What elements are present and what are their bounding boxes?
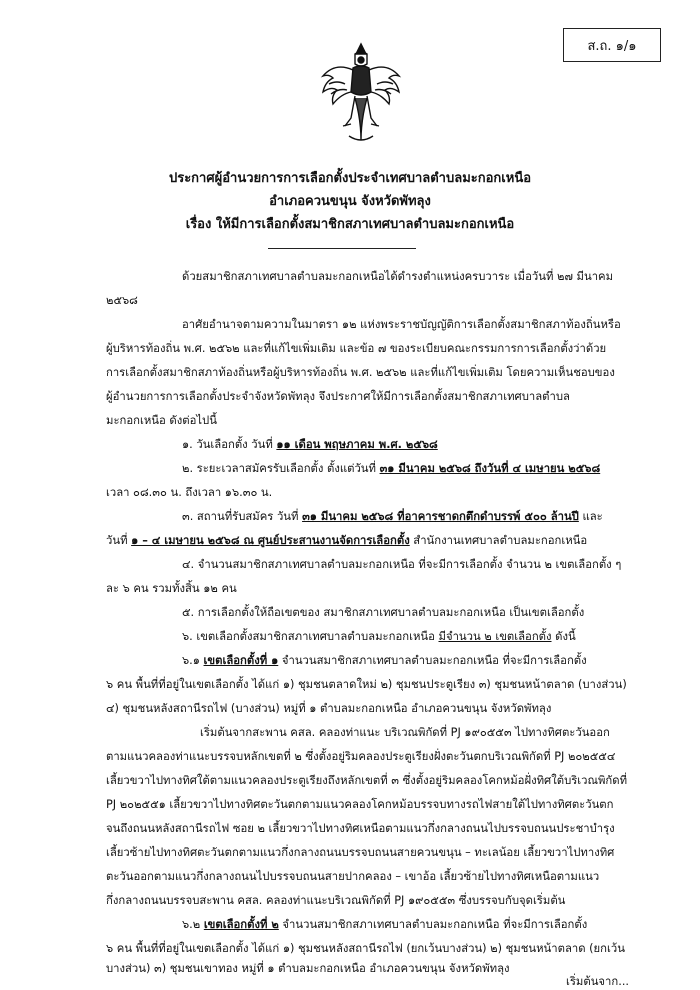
zone-1-boundary: กึ่งกลางถนนบรรจบสะพาน คสล. คลองท่าแนะบริเวณพิกัดที่ PJ ๑๙๐๕๕๓ ซึ่งบรรจบกับจุดเริ่มต้น <box>106 894 566 907</box>
zone-1-boundary: เลี้ยวขวาไปทางทิศใต้ตามแนวคลองประตูเรียงถึงหลักเขตที่ ๓ ซึ่งตั้งอยู่ริมคลองโคกหม้อฝั่งทิศใต้บริเวณพิกัดที่ <box>106 774 628 787</box>
para-2-line: การเลือกตั้งสมาชิกสภาท้องถิ่นหรือผู้บริหารท้องถิ่น พ.ศ. ๒๕๖๒ และที่แก้ไขเพิ่มเติม โดยความเห็นชอบของ <box>106 366 615 379</box>
zone-1-heading: ๖.๑ เขตเลือกตั้งที่ ๑ จำนวนสมาชิกสภาเทศบาลตำบลมะกอกเหนือ ที่จะมีการเลือกตั้ง <box>182 654 587 667</box>
header-divider <box>268 248 416 249</box>
para-2-line: ผู้อำนวยการการเลือกตั้งประจำจังหวัดพัทลุง จึงประกาศให้มีการเลือกตั้งสมาชิกสภาเทศบาลตำบล <box>106 390 570 403</box>
zone-2-areas: ๖ คน พื้นที่ที่อยู่ในเขตเลือกตั้ง ได้แก่ ๑) ชุมชนหลังสถานีรถไฟ (ยกเว้นบางส่วน) ๒) ชุมชนหน้าตลาด (ยกเว้น <box>106 942 625 955</box>
zone-1-boundary: ตามแนวคลองท่าแนะบรรจบหลักเขตที่ ๒ ซึ่งตั้งอยู่ริมคลองประตูเรียงฝั่งตะวันตกบริเวณพิกัดที่ PJ ๒๐๒๕๕๔ <box>106 750 616 763</box>
zone-1-areas: ๖ คน พื้นที่ที่อยู่ในเขตเลือกตั้ง ได้แก่ ๑) ชุมชนตลาดใหม่ ๒) ชุมชนประตูเรียง ๓) ชุมชนหน้าตลาด (บางส่วน) <box>106 678 627 691</box>
subject-line: เรื่อง ให้มีการเลือกตั้งสมาชิกสภาเทศบาลตำบลมะกอกเหนือ <box>185 217 515 232</box>
district-province: อำเภอควนขนุน จังหวัดพัทลุง <box>269 194 431 209</box>
item-4-cont: ละ ๖ คน รวมทั้งสิ้น ๑๒ คน <box>106 582 237 595</box>
zone-1-boundary: จนถึงถนนหลังสถานีรถไฟ ซอย ๒ เลี้ยวขวาไปทางทิศเหนือตามแนวกึ่งกลางถนนไปบรรจบถนนประชาบำรุง <box>106 822 615 835</box>
para-2-line: ผู้บริหารท้องถิ่น พ.ศ. ๒๕๖๒ และที่แก้ไขเพิ่มเติม และข้อ ๗ ของระเบียบคณะกรรมการการเลือกตั้งว่าด้วย <box>106 342 607 355</box>
zone-1-boundary: เลี้ยวซ้ายไปทางทิศตะวันตกตามแนวกึ่งกลางถนนบรรจบถนนสายควนขนุน – ทะเลน้อย เลี้ยวขวาไปทางทิศ <box>106 846 615 859</box>
item-5: ๕. การเลือกตั้งให้ถือเขตของ สมาชิกสภาเทศบาลตำบลมะกอกเหนือ เป็นเขตเลือกตั้ง <box>182 606 585 619</box>
zone-1-boundary: เริ่มต้นจากสะพาน คสล. คลองท่าแนะ บริเวณพิกัดที่ PJ ๑๙๐๕๕๓ ไปทางทิศตะวันออก <box>200 726 610 739</box>
item-4: ๔. จำนวนสมาชิกสภาเทศบาลตำบลมะกอกเหนือ ที่จะมีการเลือกตั้ง จำนวน ๒ เขตเลือกตั้ง ๆ <box>182 558 622 571</box>
garuda-emblem-icon <box>315 40 407 148</box>
item-2: ๒. ระยะเวลาสมัครรับเลือกตั้ง ตั้งแต่วันที่ ๓๑ มีนาคม ๒๕๖๘ ถึงวันที่ ๔ เมษายน ๒๕๖๘ <box>182 462 601 475</box>
item-3-cont: วันที่ ๑ – ๔ เมษายน ๒๕๖๘ ณ ศูนย์ประสานงานจัดการเลือกตั้ง สำนักงานเทศบาลตำบลมะกอกเหนือ <box>106 534 588 547</box>
item-6: ๖. เขตเลือกตั้งสมาชิกสภาเทศบาลตำบลมะกอกเหนือ มีจำนวน ๒ เขตเลือกตั้ง ดังนี้ <box>182 630 576 643</box>
application-venue-2: ๑ – ๔ เมษายน ๒๕๖๘ ณ ศูนย์ประสานงานจัดการเลือกตั้ง <box>131 534 410 547</box>
zone-1-boundary: PJ ๒๐๒๕๕๑ เลี้ยวขวาไปทางทิศตะวันตกตามแนวคลองโคกหม้อบรรจบทางรถไฟสายใต้ไปทางทิศตะวันตก <box>106 798 614 811</box>
zone-1-areas: ๔) ชุมชนหลังสถานีรถไฟ (บางส่วน) หมู่ที่ ๑ ตำบลมะกอกเหนือ อำเภอควนขนุน จังหวัดพัทลุง <box>106 702 552 715</box>
zone-2-areas: บางส่วน) ๓) ชุมชนเขาทอง หมู่ที่ ๑ ตำบลมะกอกเหนือ อำเภอควนขนุน จังหวัดพัทลุง <box>106 962 510 975</box>
para-2-line: มะกอกเหนือ ดังต่อไปนี้ <box>106 414 217 427</box>
item-2-time: เวลา ๐๘.๓๐ น. ถึงเวลา ๑๖.๓๐ น. <box>106 486 273 499</box>
para-2: อาศัยอำนาจตามความในมาตรา ๑๒ แห่งพระราชบัญญัติการเลือกตั้งสมาชิกสภาท้องถิ่นหรือ <box>182 318 621 331</box>
item-1: ๑. วันเลือกตั้ง วันที่ ๑๑ เดือน พฤษภาคม พ.ศ. ๒๕๖๘ <box>182 438 438 451</box>
election-date: ๑๑ เดือน พฤษภาคม พ.ศ. ๒๕๖๘ <box>276 438 438 451</box>
document-code-box <box>563 28 661 62</box>
zone-2-heading: ๖.๒ เขตเลือกตั้งที่ ๒ จำนวนสมาชิกสภาเทศบาลตำบลมะกอกเหนือ ที่จะมีการเลือกตั้ง <box>182 918 588 931</box>
announcement-title: ประกาศผู้อำนวยการการเลือกตั้งประจำเทศบาลตำบลมะกอกเหนือ <box>168 171 532 186</box>
application-venue-1: ๓๑ มีนาคม ๒๕๖๘ ที่อาคารชาดกตึกดำบรรพ์ ๕๐๐ ล้านปี <box>302 510 579 523</box>
document-code: ส.ถ. ๑/๑ <box>587 38 637 54</box>
zone-1-boundary: ตะวันออกตามแนวกึ่งกลางถนนไปบรรจบถนนสายปากคลอง – เขาอ้อ เลี้ยวซ้ายไปทางทิศเหนือตามแนว <box>106 870 600 883</box>
para-1-cont: ๒๕๖๘ <box>106 294 138 307</box>
item-3: ๓. สถานที่รับสมัคร วันที่ ๓๑ มีนาคม ๒๕๖๘ ที่อาคารชาดกตึกดำบรรพ์ ๕๐๐ ล้านปี และ <box>182 510 603 523</box>
application-period: ๓๑ มีนาคม ๒๕๖๘ ถึงวันที่ ๔ เมษายน ๒๕๖๘ <box>379 462 601 475</box>
para-1: ด้วยสมาชิกสภาเทศบาลตำบลมะกอกเหนือได้ดำรงตำแหน่งครบวาระ เมื่อวันที่ ๒๗ มีนาคม <box>182 270 614 283</box>
continued-note: เริ่มต้นจาก... <box>566 975 630 988</box>
